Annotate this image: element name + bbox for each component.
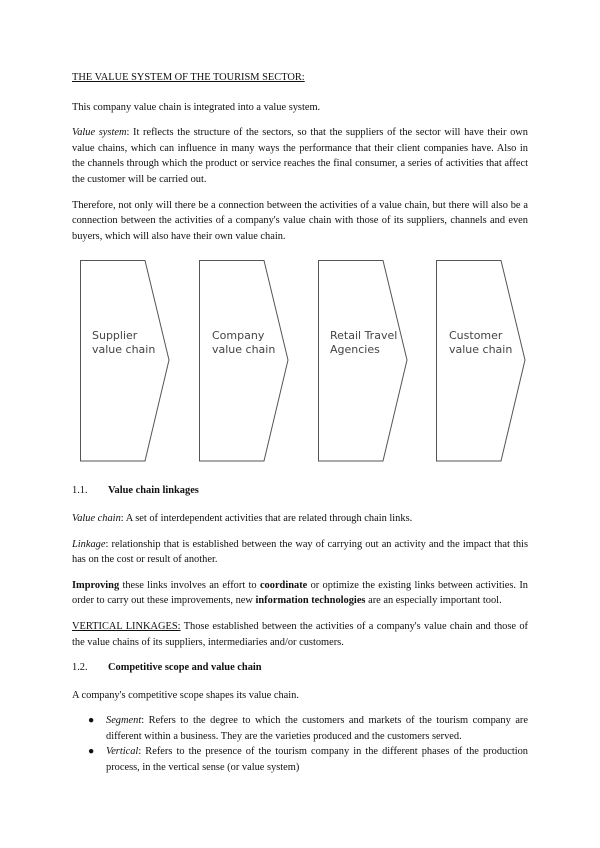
document-page <box>72 70 528 776</box>
bullet-icon: ● <box>88 746 95 758</box>
chevron-company <box>200 261 289 462</box>
value-chain-paragraph <box>72 511 528 527</box>
segment-term: Segment <box>106 715 142 727</box>
scope-intro-paragraph: A company's competitive scope shapes its value chain. <box>72 689 299 701</box>
coordinate-term: coordinate <box>259 579 308 591</box>
value-system-paragraph <box>72 125 528 187</box>
vertical-term: Vertical <box>106 746 139 758</box>
section-heading-1-1 <box>72 483 528 499</box>
vertical-linkages-paragraph <box>72 619 528 650</box>
section-number: 1.1. <box>72 485 88 497</box>
chevron-label-retail: Retail Travel Agencies <box>330 329 398 357</box>
scope-list <box>72 713 528 775</box>
chevron-retail <box>319 261 408 462</box>
linkage-paragraph <box>72 537 528 568</box>
information-technologies-term: information technologies <box>255 595 366 607</box>
improving-term: Improving <box>72 579 120 591</box>
list-item <box>90 744 528 775</box>
vertical-linkages-term: VERTICAL LINKAGES: <box>72 620 181 632</box>
improving-paragraph <box>72 578 528 609</box>
chevron-customer <box>437 261 526 462</box>
title-text: THE VALUE SYSTEM OF THE TOURISM SECTOR <box>72 72 302 83</box>
chevron-diagram <box>80 260 530 465</box>
linkage-term: Linkage <box>72 538 106 550</box>
intro-paragraph: This company value chain is integrated into a value system. <box>72 101 321 113</box>
improving-text-1: these links involves an effort to <box>119 579 260 591</box>
therefore-paragraph: Therefore, not only will there be a connection between the activities of a value chain, but there will also be a connection between the activities of a company's value chain with those of its suppliers, channels and even buyers, which will also have their own value chain. <box>72 199 528 242</box>
vertical-linkages-text: Those established between the activities of a company's value chain and those of the value chains of its suppliers, intermediaries and/or customers. <box>72 620 529 648</box>
section-heading-1-2 <box>72 660 528 676</box>
segment-text: : Refers to the degree to which the customers and markets of the tourism company are different within a business. They are the varieties produced and the customers served. <box>106 715 528 742</box>
vertical-text: : Refers to the presence of the tourism company in the different phases of the production process, in the vertical sense (or value system) <box>106 746 528 774</box>
chevron-label-customer: Customer value chain <box>449 329 513 357</box>
linkage-text: : relationship that is established between the way of carrying out an activity and the impact that this has on the cost or result of another. <box>72 538 528 566</box>
value-chain-text: : A set of interdependent activities that are related through chain links. <box>120 512 413 524</box>
list-item <box>90 713 528 744</box>
chevron-label-supplier: Supplier value chain <box>92 329 156 357</box>
section-title: Competitive scope and value chain <box>108 662 262 674</box>
chevron-supplier <box>81 261 170 462</box>
value-system-term: Value system <box>72 127 127 139</box>
page-title <box>72 70 528 86</box>
value-chain-term: Value chain <box>72 512 121 524</box>
bullet-icon: ● <box>88 715 95 727</box>
improving-text-3: are an especially important tool. <box>365 595 502 607</box>
value-system-text: : It reflects the structure of the sectors, so that the suppliers of the sector will have their own value chains, which can influence in many ways the performance that their client companies have. Also in the channels through which the product or service reaches the final consumer, a series of activities that affect the customer will be carried out. <box>72 127 528 185</box>
section-title: Value chain linkages <box>108 485 199 497</box>
improving-text-2: or optimize the existing links between activities. In order to carry out these improvements, new <box>72 579 529 607</box>
chevron-label-company: Company value chain <box>212 329 276 357</box>
title-colon: : <box>301 72 305 83</box>
section-number: 1.2. <box>72 662 88 674</box>
value-system-diagram <box>80 260 528 465</box>
